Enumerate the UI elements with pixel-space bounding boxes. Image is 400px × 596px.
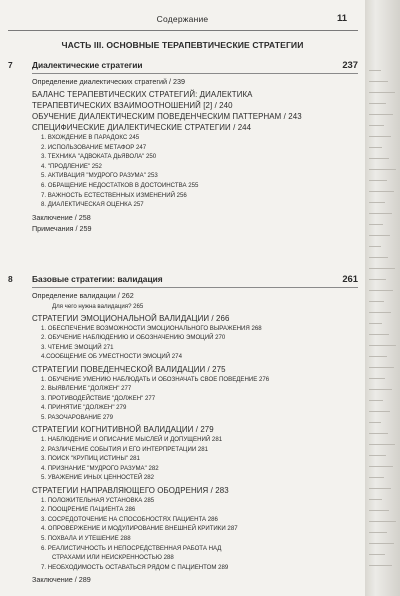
chapter-title: Диалектические стратегии	[32, 60, 143, 70]
page-edge-line	[369, 92, 395, 93]
page-edge-line	[369, 158, 389, 159]
page-edge-line	[369, 521, 396, 522]
toc-section-entry: ТЕРАПЕВТИЧЕСКИХ ВЗАИМООТНОШЕНИЙ [2] / 240	[32, 101, 233, 110]
toc-subentry: 3. ПРОТИВОДЕЙСТВИЕ "ДОЛЖЕН" 277	[41, 394, 156, 402]
toc-subentry: 3. ТЕХНИКА "АДВОКАТА ДЬЯВОЛА" 250	[41, 153, 157, 161]
page-edge-line	[369, 367, 394, 368]
toc-entry: Заключение / 289	[32, 575, 91, 585]
page-edge-line	[369, 510, 389, 511]
toc-subentry: 1. НАБЛЮДЕНИЕ И ОПИСАНИЕ МЫСЛЕЙ И ДОПУЩЕНИЙ 281	[41, 436, 223, 443]
toc-subentry: 7. НЕОБХОДИМОСТЬ ОСТАВАТЬСЯ РЯДОМ С ПАЦИЕНТОМ 289	[41, 563, 229, 571]
toc-subentry: 8. ДИАЛЕКТИЧЕСКАЯ ОЦЕНКА 257	[41, 201, 144, 209]
page-edge-line	[369, 169, 396, 170]
toc-subentry: Для чего нужна валидация? 265	[52, 302, 144, 310]
page-edge-line	[369, 136, 391, 137]
toc-subentry: 1. ВХОЖДЕНИЕ В ПАРАДОКС 245	[41, 134, 140, 141]
toc-section-entry: ОБУЧЕНИЕ ДИАЛЕКТИЧЕСКИМ ПОВЕДЕНЧЕСКИМ ПАТТЕРНАМ / 243	[32, 112, 302, 121]
toc-section-entry: СПЕЦИФИЧЕСКИЕ ДИАЛЕКТИЧЕСКИЕ СТРАТЕГИИ / 244	[32, 123, 252, 132]
toc-subentry: 2. ОБУЧЕНИЕ НАБЛЮДЕНИЮ И ОБОЗНАЧЕНИЮ ЭМОЦИЙ 270	[41, 334, 226, 342]
page-edge-line	[369, 433, 388, 434]
page-edge-line	[369, 565, 392, 566]
toc-subentry: 2. ПООЩРЕНИЕ ПАЦИЕНТА 286	[41, 506, 136, 514]
next-page-edge	[365, 0, 400, 596]
chapter-page: 261	[342, 273, 358, 284]
toc-subentry: 2. ВЫЯВЛЕНИЕ "ДОЛЖЕН" 277	[41, 385, 132, 393]
page-edge-line	[369, 323, 382, 324]
toc-subentry: 2. РАЗЛИЧЕНИЕ СОБЫТИЯ И ЕГО ИНТЕРПРЕТАЦИИ 281	[41, 445, 209, 453]
toc-section-entry: СТРАТЕГИИ ЭМОЦИОНАЛЬНОЙ ВАЛИДАЦИИ / 266	[32, 313, 230, 323]
toc-entry: Определение валидации / 262	[32, 291, 134, 300]
toc-subentry: 3. СОСРЕДОТОЧЕНИЕ НА СПОСОБНОСТЯХ ПАЦИЕНТА 286	[41, 515, 218, 523]
page-edge-line	[369, 268, 395, 269]
page-edge-line	[369, 246, 381, 247]
toc-subentry: 3. ЧТЕНИЕ ЭМОЦИЙ 271	[41, 343, 114, 351]
chapter-page: 237	[342, 59, 358, 70]
chapter-heading	[8, 274, 358, 287]
page-edge-line	[369, 411, 390, 412]
chapter-heading	[8, 60, 358, 73]
page-edge-line	[369, 81, 388, 82]
chapter-number: 7	[8, 60, 13, 70]
toc-subentry: 4. ПРИНЯТИЕ "ДОЛЖЕН" 279	[41, 404, 127, 412]
page-edge-line	[369, 455, 386, 456]
toc-subentry: 4. ПРИЗНАНИЕ "МУДРОГО РАЗУМА" 282	[41, 464, 159, 472]
toc-subentry: 3. ПОИСК "КРУПИЦ ИСТИНЫ" 281	[41, 455, 140, 463]
page-edge-line	[369, 125, 384, 126]
page-edge-line	[369, 180, 387, 181]
page-edge-line	[369, 488, 391, 489]
page-edge-line	[369, 389, 392, 390]
page-edge-line	[369, 70, 381, 71]
toc-subentry: 1. ОБЕСПЕЧЕНИЕ ВОЗМОЖНОСТИ ЭМОЦИОНАЛЬНОГО ВЫРАЖЕНИЯ 268	[41, 324, 262, 332]
running-title: Содержание	[156, 14, 209, 24]
toc-entry: Определение диалектических стратегий / 239	[32, 77, 186, 86]
page-edge-line	[369, 257, 388, 258]
page-edge-line	[369, 466, 393, 467]
page-edge-line	[369, 543, 394, 544]
page-edge-line	[369, 356, 387, 357]
page-edge-line	[369, 345, 396, 346]
toc-entry: Примечания / 259	[32, 224, 92, 234]
page-edge-line	[369, 114, 393, 115]
page-edge-line	[369, 312, 391, 313]
toc-subentry: 5. ПОХВАЛА И УТЕШЕНИЕ 288	[41, 534, 131, 542]
page-edge-line	[369, 147, 382, 148]
toc-subentry: 5. АКТИВАЦИЯ "МУДРОГО РАЗУМА" 253	[41, 172, 158, 180]
toc-section-entry: СТРАТЕГИИ КОГНИТИВНОЙ ВАЛИДАЦИИ / 279	[32, 425, 214, 434]
toc-subentry: 5. УВАЖЕНИЕ ИНЫХ ЦЕННОСТЕЙ 282	[41, 474, 155, 482]
page-edge-line	[369, 444, 395, 445]
toc-subentry: 4.СООБЩЕНИЕ ОБ УМЕСТНОСТИ ЭМОЦИЙ 274	[41, 353, 182, 361]
toc-subentry: 6. ОБРАЩЕНИЕ НЕДОСТАТКОВ В ДОСТОИНСТВА 255	[41, 182, 199, 189]
page-edge-line	[369, 235, 390, 236]
page-edge-line	[369, 213, 392, 214]
chapter-7	[8, 59, 358, 234]
page-edge-line	[369, 378, 385, 379]
page-edge-line	[369, 301, 384, 302]
page-edge-line	[369, 400, 383, 401]
toc-section-entry: БАЛАНС ТЕРАПЕВТИЧЕСКИХ СТРАТЕГИЙ: ДИАЛЕКТИКА	[32, 90, 253, 99]
toc-entry: Заключение / 258	[32, 212, 91, 222]
page-edge-line	[369, 103, 386, 104]
toc-subentry: 6. РЕАЛИСТИЧНОСТЬ И НЕПОСРЕДСТВЕННАЯ РАБОТА НАД	[41, 544, 222, 552]
page-number: 11	[336, 13, 347, 24]
page-edge-line	[369, 532, 387, 533]
toc-subentry: 7. ВАЖНОСТЬ ЕСТЕСТВЕННЫХ ИЗМЕНЕНИЙ 256	[41, 191, 187, 199]
chapter-number: 8	[8, 274, 13, 284]
page-edge-line	[369, 334, 389, 335]
toc-subentry: 4. ОПРОВЕРЖЕНИЕ И МОДУЛИРОВАНИЕ ВНЕШНЕЙ КРИТИКИ 287	[41, 525, 238, 533]
toc-subentry: 1. ПОЛОЖИТЕЛЬНАЯ УСТАНОВКА 285	[41, 496, 155, 504]
toc-subentry: СТРАХАМИ ИЛИ НЕИСКРЕННОСТЬЮ 288	[52, 554, 174, 562]
page-edge-line	[369, 191, 394, 192]
chapter-title: Базовые стратегии: валидация	[32, 274, 163, 284]
page-edge-line	[369, 422, 381, 423]
toc-subentry: 2. ИСПОЛЬЗОВАНИЕ МЕТАФОР 247	[41, 143, 147, 151]
header-rule	[8, 30, 358, 31]
chapter-rule	[32, 287, 358, 288]
toc-subentry: 1. ОБУЧЕНИЕ УМЕНИЮ НАБЛЮДАТЬ И ОБОЗНАЧАТЬ СВОЕ ПОВЕДЕНИЕ 276	[41, 375, 270, 383]
page-edge-line	[369, 279, 386, 280]
toc-section-entry: СТРАТЕГИИ ПОВЕДЕНЧЕСКОЙ ВАЛИДАЦИИ / 275	[32, 364, 226, 374]
page-edge-line	[369, 290, 393, 291]
part-title: ЧАСТЬ III. ОСНОВНЫЕ ТЕРАПЕВТИЧЕСКИЕ СТРАТЕГИИ	[61, 40, 304, 50]
toc-subentry: 5. РАЗОЧАРОВАНИЕ 279	[41, 413, 114, 421]
chapter-rule	[32, 73, 358, 74]
toc-section-entry: СТРАТЕГИИ НАПРАВЛЯЮЩЕГО ОБОДРЕНИЯ / 283	[32, 485, 229, 495]
page-edge-line	[369, 499, 382, 500]
page-edge-line	[369, 554, 385, 555]
running-head	[0, 14, 365, 28]
toc-subentry: 4. "ПРОДЛЕНИЕ" 252	[41, 162, 102, 170]
page-edge-line	[369, 224, 383, 225]
chapter-8	[8, 273, 358, 585]
page-edge-line	[369, 202, 385, 203]
page-edge-line	[369, 477, 384, 478]
